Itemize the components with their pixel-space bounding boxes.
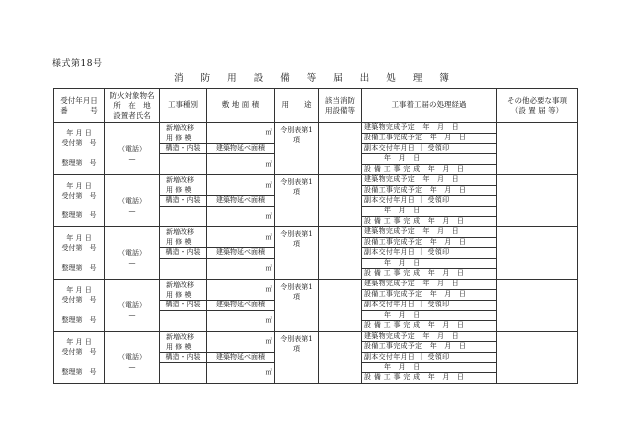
form-number: 様式第18号 [52,59,103,69]
usage-cell: 令別表第1 項 [275,331,319,383]
site-area-cell: ㎡ [207,279,275,300]
building-area-cell: ㎡ [207,258,275,279]
proc-equipment: 設備工事完成予定 年 月 日 [362,133,497,144]
received-cell: 年 月 日 受付第 号 [54,123,105,154]
other-cell [497,279,578,331]
proc-building: 建築物完成予定 年 月 日 [362,123,497,134]
header-fire-equipment: 該当消防 用設備等 [319,89,362,123]
header-work-kind: 工事種別 [160,89,207,123]
document-title: 消 防 用 設 備 等 届 出 処 理 簿 [174,73,456,84]
register-body [54,123,578,384]
fire-equipment-cell [319,331,362,383]
target-cell: （電話） — [105,279,160,331]
usage-cell: 令別表第1 項 [275,279,319,331]
register-table [53,88,578,384]
work-kind-cell: 新増改移 用 修 模 [160,227,207,248]
building-area-label: 建築物延べ面積 [207,196,275,206]
header-received: 受付年月日 番 号 [54,89,105,123]
building-area-label: 建築物延べ面積 [207,144,275,154]
kind-blank [160,206,207,227]
target-cell: （電話） — [105,123,160,175]
work-kind-cell: 新増改移 用 修 模 [160,279,207,300]
usage-cell: 令別表第1 項 [275,123,319,175]
header-process: 工事着工届の処理経過 [362,89,497,123]
building-area-label: 建築物延べ面積 [207,248,275,258]
work-kind-cell: 新増改移 用 修 模 [160,175,207,196]
record-row [54,331,578,342]
proc-ymd: 年 月 日 [362,310,497,320]
building-area-label: 建築物延べ面積 [207,300,275,310]
proc-ymd: 年 月 日 [362,154,497,164]
registry-cell: 整理第 号 [54,310,105,331]
header-site-area: 敷 地 面 積 [207,89,275,123]
proc-copy: 副本交付年月日 ｜ 受領印 [362,196,497,206]
record-row [54,123,578,134]
proc-equipment-done: 設 備 工 事 完 成 年 月 日 [362,164,497,174]
proc-equipment-done: 設 備 工 事 完 成 年 月 日 [362,321,497,331]
kind-structure: 構造・内装 [160,144,207,154]
other-cell [497,175,578,227]
work-kind-cell: 新増改移 用 修 模 [160,331,207,352]
proc-building: 建築物完成予定 年 月 日 [362,279,497,290]
received-cell: 年 月 日 受付第 号 [54,279,105,310]
usage-cell: 令別表第1 項 [275,227,319,279]
proc-equipment-done: 設 備 工 事 完 成 年 月 日 [362,373,497,383]
target-cell: （電話） — [105,331,160,383]
other-cell [497,123,578,175]
building-area-cell: ㎡ [207,154,275,175]
registry-cell: 整理第 号 [54,206,105,227]
received-cell: 年 月 日 受付第 号 [54,331,105,362]
registry-cell: 整理第 号 [54,154,105,175]
building-area-label: 建築物延べ面積 [207,352,275,362]
proc-copy: 副本交付年月日 ｜ 受領印 [362,248,497,258]
kind-blank [160,258,207,279]
building-area-cell: ㎡ [207,206,275,227]
header-usage: 用 途 [275,89,319,123]
header-other: その他必要な事項 （設 置 届 等） [497,89,578,123]
proc-ymd: 年 月 日 [362,206,497,216]
target-cell: （電話） — [105,227,160,279]
fire-equipment-cell [319,279,362,331]
site-area-cell: ㎡ [207,227,275,248]
work-kind-cell: 新増改移 用 修 模 [160,123,207,144]
other-cell [497,227,578,279]
record-row [54,175,578,186]
kind-blank [160,310,207,331]
record-row [54,227,578,238]
registry-cell: 整理第 号 [54,258,105,279]
header-row [54,89,578,123]
target-cell: （電話） — [105,175,160,227]
proc-building: 建築物完成予定 年 月 日 [362,331,497,342]
site-area-cell: ㎡ [207,123,275,144]
kind-structure: 構造・内装 [160,248,207,258]
kind-blank [160,363,207,384]
fire-equipment-cell [319,123,362,175]
usage-cell: 令別表第1 項 [275,175,319,227]
proc-equipment: 設備工事完成予定 年 月 日 [362,185,497,196]
registry-cell: 整理第 号 [54,363,105,384]
proc-equipment: 設備工事完成予定 年 月 日 [362,290,497,301]
fire-equipment-cell [319,175,362,227]
proc-copy: 副本交付年月日 ｜ 受領印 [362,352,497,362]
proc-building: 建築物完成予定 年 月 日 [362,227,497,238]
record-row [54,279,578,290]
proc-equipment: 設備工事完成予定 年 月 日 [362,237,497,248]
proc-equipment-done: 設 備 工 事 完 成 年 月 日 [362,216,497,226]
kind-blank [160,154,207,175]
building-area-cell: ㎡ [207,310,275,331]
received-cell: 年 月 日 受付第 号 [54,227,105,258]
site-area-cell: ㎡ [207,331,275,352]
kind-structure: 構造・内装 [160,300,207,310]
received-cell: 年 月 日 受付第 号 [54,175,105,206]
proc-equipment-done: 設 備 工 事 完 成 年 月 日 [362,269,497,279]
proc-ymd: 年 月 日 [362,363,497,373]
site-area-cell: ㎡ [207,175,275,196]
proc-copy: 副本交付年月日 ｜ 受領印 [362,300,497,310]
other-cell [497,331,578,383]
kind-structure: 構造・内装 [160,196,207,206]
kind-structure: 構造・内装 [160,352,207,362]
proc-ymd: 年 月 日 [362,258,497,268]
header-target: 防火対象物名 所 在 地 設置者氏名 [105,89,160,123]
proc-equipment: 設備工事完成予定 年 月 日 [362,342,497,353]
proc-copy: 副本交付年月日 ｜ 受領印 [362,144,497,154]
proc-building: 建築物完成予定 年 月 日 [362,175,497,186]
fire-equipment-cell [319,227,362,279]
building-area-cell: ㎡ [207,363,275,384]
